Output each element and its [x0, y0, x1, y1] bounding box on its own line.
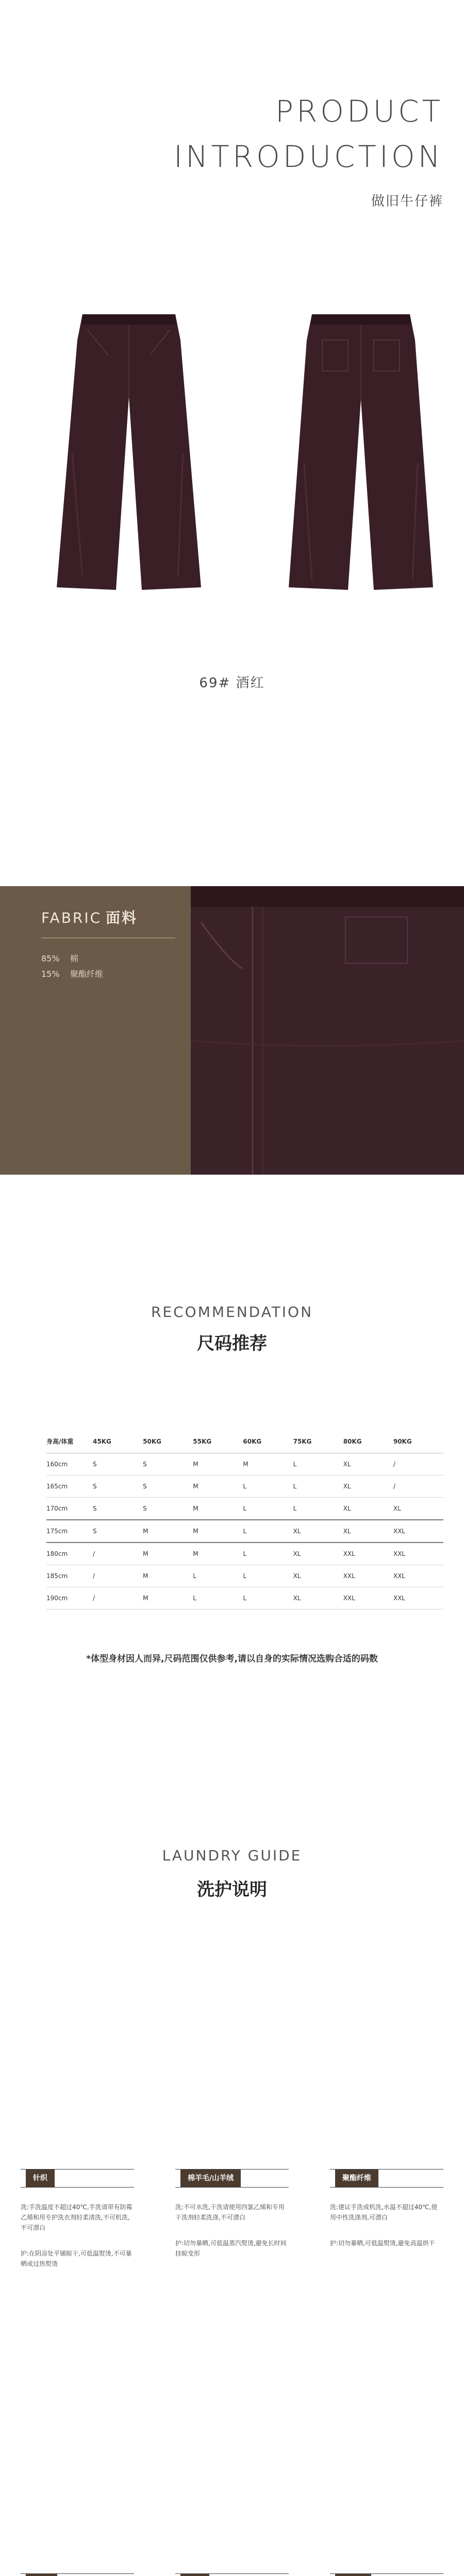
table-cell: S	[93, 1453, 143, 1476]
size-table-header-cell: 80KG	[343, 1430, 393, 1453]
table-cell: XXL	[393, 1587, 443, 1609]
fabric-pct: 15%	[41, 969, 60, 979]
size-table	[46, 1430, 443, 1609]
table-cell: L	[293, 1498, 343, 1520]
table-cell: XXL	[393, 1520, 443, 1543]
table-cell: L	[243, 1476, 293, 1498]
table-row	[46, 1543, 443, 1565]
size-table-header-cell: 90KG	[393, 1430, 443, 1453]
size-table-header-cell: 50KG	[143, 1430, 193, 1453]
table-cell: /	[93, 1543, 143, 1565]
care-tag	[26, 2574, 57, 2576]
color-label: 69# 酒红	[199, 675, 265, 691]
fabric-closeup-image	[191, 886, 464, 1175]
size-table-header-cell: 45KG	[93, 1430, 143, 1453]
care-card-polyester	[330, 2169, 443, 2248]
table-cell: L	[243, 1565, 293, 1587]
product-image-back	[284, 309, 438, 598]
table-cell: S	[143, 1498, 193, 1520]
care-tag	[335, 2574, 371, 2576]
fabric-label-cn: 面料	[106, 909, 138, 926]
table-cell: 185cm	[46, 1565, 93, 1587]
table-cell: /	[93, 1565, 143, 1587]
table-cell: S	[93, 1498, 143, 1520]
table-cell: M	[143, 1543, 193, 1565]
fabric-panel	[0, 886, 191, 1175]
care-card-cotton-linen	[21, 2573, 134, 2576]
table-cell: S	[93, 1476, 143, 1498]
table-cell: M	[143, 1520, 193, 1543]
care-care-text: 护:切勿暴晒,可低温蒸汽熨烫,避免长时间挂晾变形	[175, 2240, 287, 2257]
table-cell: 180cm	[46, 1543, 93, 1565]
table-cell: S	[143, 1453, 193, 1476]
care-card-header	[175, 2169, 289, 2188]
table-cell: L	[243, 1498, 293, 1520]
care-card-wool	[175, 2169, 289, 2259]
table-cell: XL	[343, 1520, 393, 1543]
fabric-pct: 85%	[41, 954, 60, 963]
table-cell: XXL	[393, 1565, 443, 1587]
fabric-material: 棉	[70, 954, 78, 963]
table-cell: XL	[343, 1453, 393, 1476]
table-cell: XL	[343, 1476, 393, 1498]
care-care-text: 护:在阴凉处平铺晾干,可低温熨烫,不可暴晒或过热熨烫	[21, 2250, 132, 2267]
size-table-header-cell: 60KG	[243, 1430, 293, 1453]
table-cell: /	[93, 1587, 143, 1609]
table-row	[46, 1587, 443, 1609]
table-cell: 190cm	[46, 1587, 93, 1609]
table-cell: /	[393, 1476, 443, 1498]
care-card-header	[21, 2573, 134, 2576]
product-name: 做旧牛仔裤	[371, 194, 443, 209]
page-title-line2: INTRODUCTION	[173, 139, 443, 174]
care-wash-text: 洗:手洗温度不超过40℃,手洗请带有防霉乙烯和用专护洗衣剂轻柔清洗,不可机洗,不可漂白	[21, 2204, 132, 2231]
size-note: *体型身材因人而异,尺码范围仅供参考,请以自身的实际情况选购合适的码数	[86, 1654, 378, 1664]
table-row	[46, 1453, 443, 1476]
table-cell: XL	[293, 1587, 343, 1609]
fabric-row	[41, 952, 78, 964]
table-cell: S	[143, 1476, 193, 1498]
table-cell: XL	[293, 1565, 343, 1587]
care-card-knit	[21, 2169, 134, 2269]
table-row	[46, 1498, 443, 1520]
table-cell: 160cm	[46, 1453, 93, 1476]
care-tag: 针织	[26, 2170, 55, 2187]
table-cell: XXL	[393, 1543, 443, 1565]
table-cell: L	[293, 1476, 343, 1498]
fabric-heading	[41, 907, 138, 927]
table-cell: M	[143, 1565, 193, 1587]
table-cell: M	[193, 1520, 243, 1543]
product-image-front	[52, 309, 206, 598]
table-cell: M	[193, 1543, 243, 1565]
care-wash-text: 洗:不可水洗,干洗请使用四氯乙烯和专用干洗剂轻柔洗涤,不可漂白	[175, 2204, 285, 2221]
laundry-title-cn: 洗护说明	[197, 1879, 267, 1900]
size-table-header-cell: 身高/体重	[46, 1430, 93, 1453]
size-table-header	[46, 1430, 443, 1453]
table-cell: XXL	[343, 1565, 393, 1587]
care-care-text: 护:切勿暴晒,可低温熨烫,避免高温烘干	[330, 2240, 435, 2247]
table-cell: M	[193, 1476, 243, 1498]
table-cell: XL	[293, 1520, 343, 1543]
table-cell: /	[393, 1453, 443, 1476]
table-cell: M	[143, 1587, 193, 1609]
care-card-header	[330, 2169, 443, 2188]
table-cell: M	[193, 1453, 243, 1476]
size-table-header-cell: 75KG	[293, 1430, 343, 1453]
table-row	[46, 1476, 443, 1498]
table-cell: L	[243, 1543, 293, 1565]
table-cell: L	[293, 1453, 343, 1476]
table-row	[46, 1565, 443, 1587]
care-tag: 棉羊毛/山羊绒	[180, 2170, 241, 2187]
page-title-line1: PRODUCT	[275, 94, 443, 129]
table-cell: XL	[293, 1543, 343, 1565]
table-cell: XXL	[343, 1543, 393, 1565]
laundry-title-en: LAUNDRY GUIDE	[162, 1847, 302, 1864]
care-card-down	[330, 2573, 443, 2576]
table-cell: M	[193, 1498, 243, 1520]
care-card-header	[21, 2169, 134, 2188]
care-tag	[180, 2574, 209, 2576]
fabric-label-en: FABRIC	[41, 909, 102, 926]
fabric-row	[41, 968, 103, 979]
care-tag: 聚酯纤维	[335, 2170, 378, 2187]
table-cell: L	[243, 1520, 293, 1543]
recommendation-title-cn: 尺码推荐	[197, 1333, 267, 1354]
size-table-header-cell: 55KG	[193, 1430, 243, 1453]
table-row	[46, 1520, 443, 1543]
fabric-material: 聚酯纤维	[70, 969, 103, 979]
table-cell: L	[193, 1587, 243, 1609]
table-cell: XL	[343, 1498, 393, 1520]
care-wash-text: 洗:建议手洗或机洗,水温不超过40℃,使用中性洗涤剂,可漂白	[330, 2204, 438, 2221]
table-cell: 170cm	[46, 1498, 93, 1520]
recommendation-title-en: RECOMMENDATION	[151, 1303, 313, 1320]
care-card-woolen	[175, 2573, 289, 2576]
table-cell: M	[243, 1453, 293, 1476]
table-cell: XXL	[343, 1587, 393, 1609]
table-cell: 175cm	[46, 1520, 93, 1543]
table-cell: 165cm	[46, 1476, 93, 1498]
table-cell: L	[193, 1565, 243, 1587]
care-card-header	[330, 2573, 443, 2576]
care-card-header	[175, 2573, 289, 2576]
table-cell: L	[243, 1587, 293, 1609]
table-cell: XL	[393, 1498, 443, 1520]
table-cell: S	[93, 1520, 143, 1543]
